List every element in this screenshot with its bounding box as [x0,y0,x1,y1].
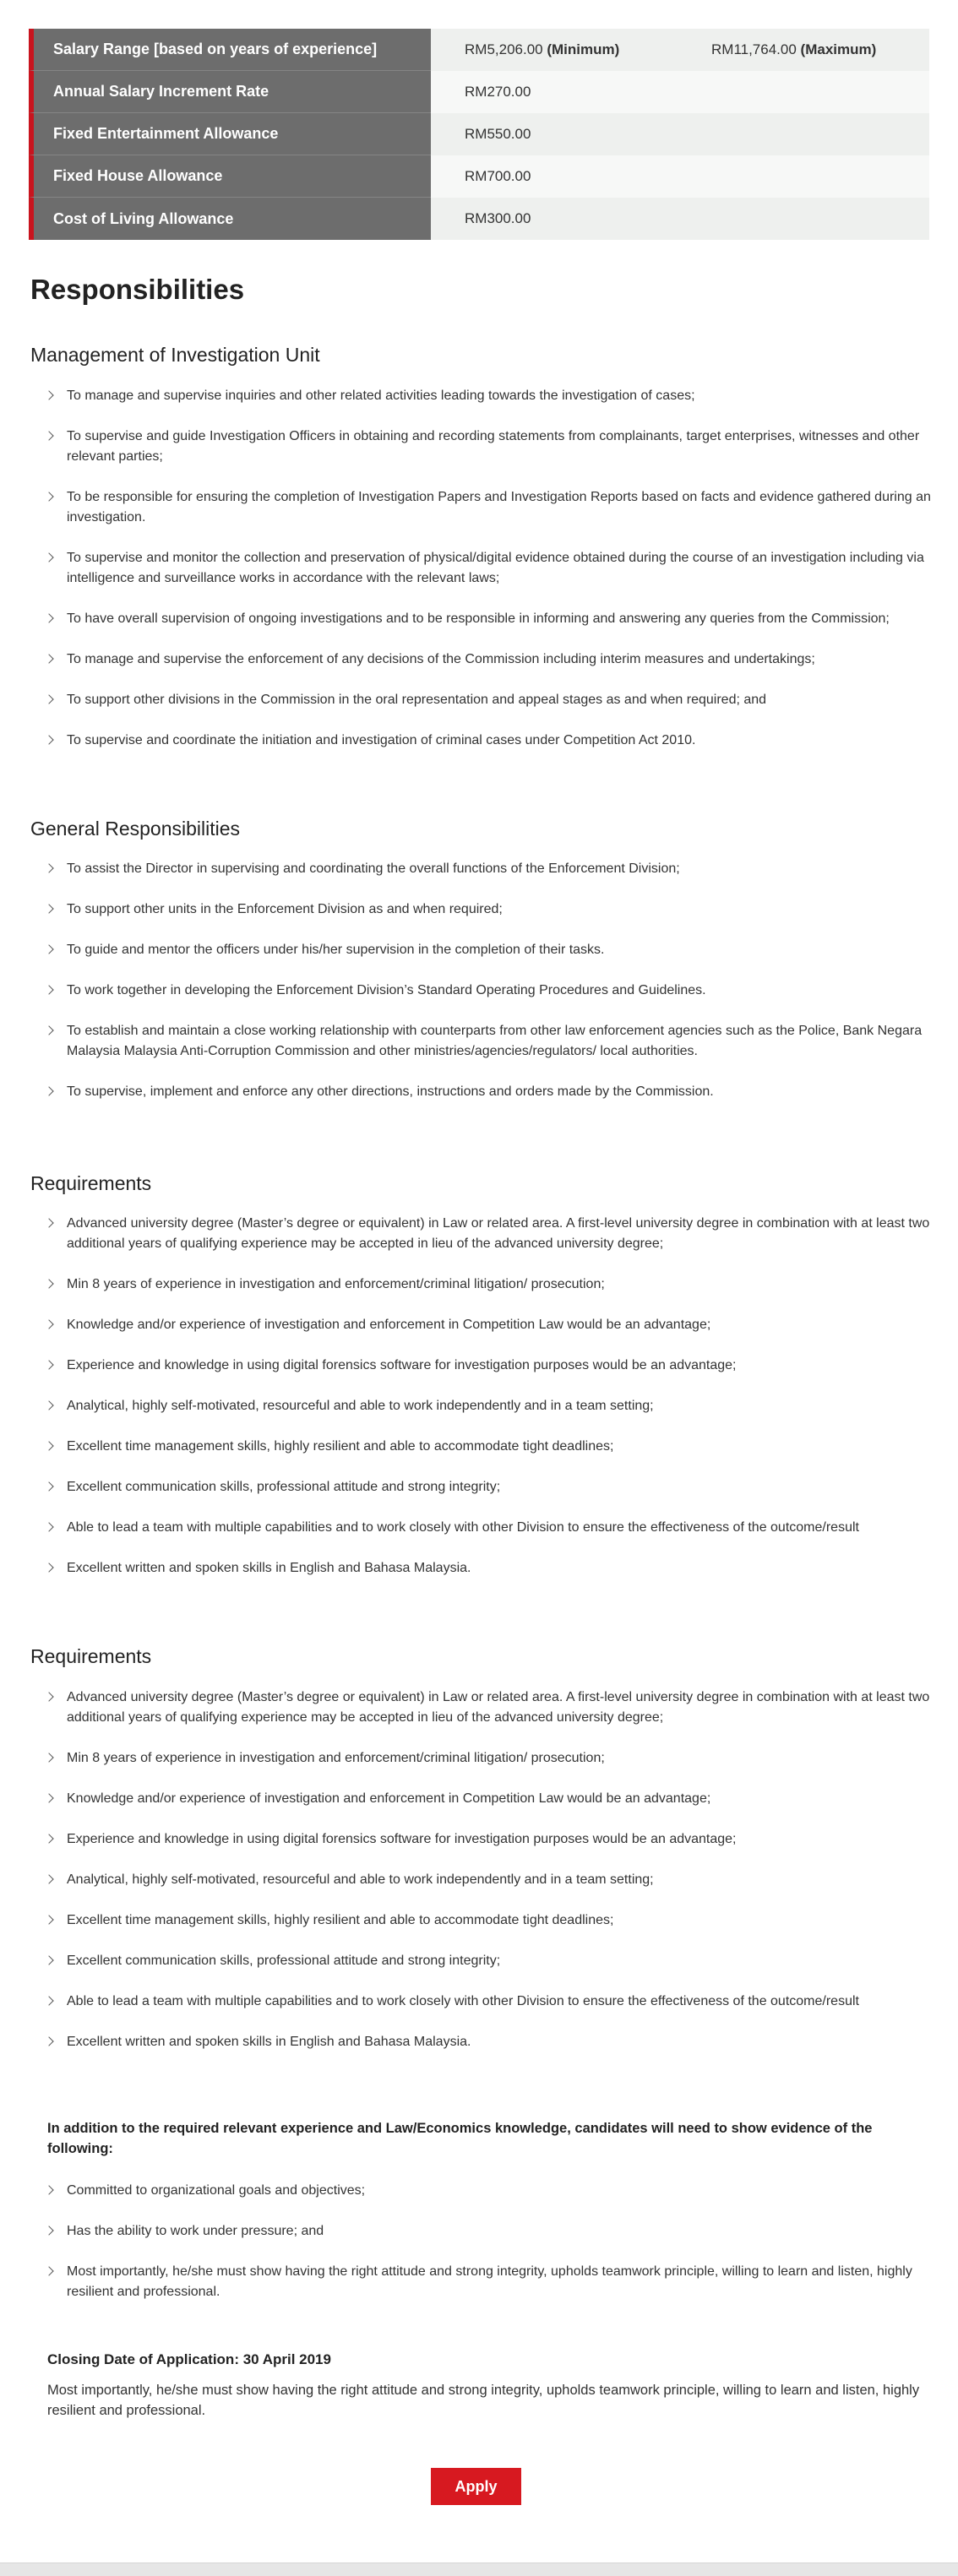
list-item [46,899,931,920]
requirements-list-2 [46,1687,931,2073]
salary-row-entertainment [29,113,929,155]
list-item [46,427,931,467]
list-item [46,731,931,751]
salary-table [29,29,929,240]
salary-row-range [29,29,929,71]
salary-max-value: RM11,764.00 [711,41,797,57]
list-item [46,386,931,406]
list-item [46,1518,931,1538]
general-responsibilities-heading: General Responsibilities [30,818,241,840]
closing-date: Closing Date of Application: 30 April 2019 [47,2351,331,2367]
chevron-right-icon [44,492,53,501]
list-item-text: Min 8 years of experience in investigation and enforcement/criminal litigation/ prosecution; [67,1277,605,1291]
list-item-text: Advanced university degree (Master’s degree or equivalent) in Law or related area. A first-level university degree in combination with at least two additional years of qualifying experience may be accepted in lieu of the advanced university degree; [67,1690,930,1725]
list-item-text: To assist the Director in supervising and coordinating the overall functions of the Enforcement Division; [67,861,680,876]
salary-min-value: RM5,206.00 [465,41,543,57]
list-item [46,1829,931,1850]
list-item [46,1477,931,1497]
list-item-text: Excellent communication skills, professional attitude and strong integrity; [67,1480,501,1494]
salary-row-value: RM550.00 [431,113,929,155]
list-item-text: Knowledge and/or experience of investigation and enforcement in Competition Law would be an advantage; [67,1791,711,1806]
list-item-text: To support other units in the Enforcement Division as and when required; [67,902,503,916]
salary-min [465,41,711,58]
list-item [46,981,931,1001]
salary-min-tag: (Minimum) [547,41,620,57]
list-item-text: To work together in developing the Enforcement Division’s Standard Operating Procedures and Guidelines. [67,983,706,997]
list-item-text: Committed to organizational goals and objectives; [67,2183,366,2198]
chevron-right-icon [44,613,53,622]
chevron-right-icon [44,552,53,562]
list-item-text: Experience and knowledge in using digital forensics software for investigation purposes would be an advantage; [67,1832,737,1846]
chevron-right-icon [44,1522,53,1531]
list-item [46,690,931,710]
chevron-right-icon [44,654,53,663]
list-item [46,548,931,589]
salary-row-value: RM300.00 [431,198,929,240]
chevron-right-icon [44,1360,53,1369]
chevron-right-icon [44,1753,53,1762]
list-item [46,1748,931,1769]
chevron-right-icon [44,985,53,994]
chevron-right-icon [44,694,53,704]
list-item [46,2181,931,2201]
list-item-text: To manage and supervise the enforcement of any decisions of the Commission including interim measures and undertakings; [67,652,815,666]
chevron-right-icon [44,1692,53,1701]
list-item [46,2262,931,2302]
list-item-text: Excellent written and spoken skills in English and Bahasa Malaysia. [67,1561,471,1575]
list-item-text: Min 8 years of experience in investigation and enforcement/criminal litigation/ prosecution; [67,1751,605,1765]
chevron-right-icon [44,1025,53,1035]
chevron-right-icon [44,1874,53,1883]
chevron-right-icon [44,1218,53,1227]
list-item-text: Analytical, highly self-motivated, resourceful and able to work independently and in a team setting; [67,1872,654,1887]
list-item [46,1315,931,1335]
closing-text: Most importantly, he/she must show having the right attitude and strong integrity, upholds teamwork principle, willing to learn and listen, highly resilient and professional. [47,2383,920,2418]
footer-bar [0,2562,958,2576]
requirements-list-1 [46,1214,931,1599]
management-heading: Management of Investigation Unit [30,344,320,366]
general-responsibilities-list [46,859,931,1122]
list-item-text: Excellent communication skills, professional attitude and strong integrity; [67,1954,501,1968]
chevron-right-icon [44,1441,53,1450]
list-item-text: Able to lead a team with multiple capabilities and to work closely with other Division to ensure the effectiveness of the outcome/result [67,1994,859,2008]
chevron-right-icon [44,431,53,440]
list-item-text: To have overall supervision of ongoing investigations and to be responsible in informing and answering any queries from the Commission; [67,611,890,626]
chevron-right-icon [44,1955,53,1965]
list-item-text: Advanced university degree (Master’s degree or equivalent) in Law or related area. A first-level university degree in combination with at least two additional years of qualifying experience may be accepted in lieu of the advanced university degree; [67,1216,930,1251]
list-item [46,609,931,629]
chevron-right-icon [44,390,53,399]
list-item-text: To establish and maintain a close working relationship with counterparts from other law enforcement agencies such as the Police, Bank Negara Malaysia Malaysia Anti-Corruption Commission and other ministries/agencies/regulators/ local authorities. [67,1024,923,1058]
salary-row-house [29,155,929,198]
chevron-right-icon [44,1319,53,1329]
salary-row-label: Annual Salary Increment Rate [29,71,431,113]
chevron-right-icon [44,2036,53,2046]
requirements-heading-2: Requirements [30,1645,152,1667]
chevron-right-icon [44,1279,53,1288]
list-item [46,1951,931,1971]
list-item-text: To supervise and coordinate the initiation and investigation of criminal cases under Competition Act 2010. [67,733,696,747]
salary-max [711,41,929,58]
list-item-text: Excellent written and spoken skills in English and Bahasa Malaysia. [67,2035,471,2049]
list-item [46,2032,931,2052]
list-item [46,859,931,879]
list-item [46,1992,931,2012]
list-item [46,940,931,960]
management-list [46,386,931,771]
list-item-text: To manage and supervise inquiries and other related activities leading towards the investigation of cases; [67,389,695,403]
list-item [46,487,931,528]
chevron-right-icon [44,2185,53,2194]
requirements-heading-1: Requirements [30,1172,152,1194]
chevron-right-icon [44,863,53,872]
list-item-text: To guide and mentor the officers under his/her supervision in the completion of their tasks. [67,943,605,957]
salary-row-label: Fixed House Allowance [29,155,431,198]
additional-note: In addition to the required relevant experience and Law/Economics knowledge, candidates will need to show evidence of the following: [47,2121,873,2156]
salary-row-label: Cost of Living Allowance [29,198,431,240]
chevron-right-icon [44,1915,53,1924]
chevron-right-icon [44,1086,53,1095]
list-item-text: To support other divisions in the Commission in the oral representation and appeal stages as and when required; and [67,693,767,707]
additional-list [46,2181,931,2323]
list-item-text: Excellent time management skills, highly resilient and able to accommodate tight deadlines; [67,1913,614,1927]
list-item [46,1214,931,1254]
list-item-text: To supervise and monitor the collection and preservation of physical/digital evidence obtained during the course of an investigation including via intelligence and surveillance works in accordance with the relevant laws; [67,551,924,585]
list-item-text: Experience and knowledge in using digital forensics software for investigation purposes would be an advantage; [67,1358,737,1372]
list-item [46,2221,931,2242]
chevron-right-icon [44,1481,53,1491]
list-item [46,649,931,670]
chevron-right-icon [44,1996,53,2005]
salary-row-increment [29,71,929,113]
list-item-text: To be responsible for ensuring the completion of Investigation Papers and Investigation Reports based on facts and evidence gathered during an investigation. [67,490,931,524]
salary-row-value: RM270.00 [431,71,929,113]
list-item-text: Excellent time management skills, highly resilient and able to accommodate tight deadlines; [67,1439,614,1454]
chevron-right-icon [44,2266,53,2275]
list-item [46,1356,931,1376]
list-item-text: Most importantly, he/she must show having the right attitude and strong integrity, upholds teamwork principle, willing to learn and listen, highly resilient and professional. [67,2264,912,2299]
salary-row-cola [29,198,929,240]
salary-row-value: RM700.00 [431,155,929,198]
list-item [46,1021,931,1062]
apply-button[interactable]: Apply [431,2468,521,2505]
list-item [46,1789,931,1809]
salary-row-label: Salary Range [based on years of experience] [29,29,431,71]
chevron-right-icon [44,1400,53,1410]
list-item-text: Analytical, highly self-motivated, resourceful and able to work independently and in a team setting; [67,1399,654,1413]
list-item-text: Able to lead a team with multiple capabilities and to work closely with other Division to ensure the effectiveness of the outcome/result [67,1520,859,1535]
chevron-right-icon [44,944,53,954]
responsibilities-heading: Responsibilities [30,274,245,305]
list-item-text: Knowledge and/or experience of investigation and enforcement in Competition Law would be an advantage; [67,1318,711,1332]
salary-max-tag: (Maximum) [800,41,877,57]
chevron-right-icon [44,735,53,744]
chevron-right-icon [44,904,53,913]
salary-row-label: Fixed Entertainment Allowance [29,113,431,155]
chevron-right-icon [44,2225,53,2235]
list-item [46,1274,931,1295]
chevron-right-icon [44,1793,53,1802]
list-item [46,1437,931,1457]
list-item-text: Has the ability to work under pressure; and [67,2224,324,2238]
list-item [46,1558,931,1579]
chevron-right-icon [44,1834,53,1843]
list-item [46,1687,931,1728]
chevron-right-icon [44,1562,53,1572]
list-item-text: To supervise and guide Investigation Officers in obtaining and recording statements from complainants, target enterprises, witnesses and other relevant parties; [67,429,920,464]
list-item [46,1870,931,1890]
list-item [46,1910,931,1931]
list-item-text: To supervise, implement and enforce any other directions, instructions and orders made by the Commission. [67,1084,714,1099]
list-item [46,1396,931,1416]
list-item [46,1082,931,1102]
